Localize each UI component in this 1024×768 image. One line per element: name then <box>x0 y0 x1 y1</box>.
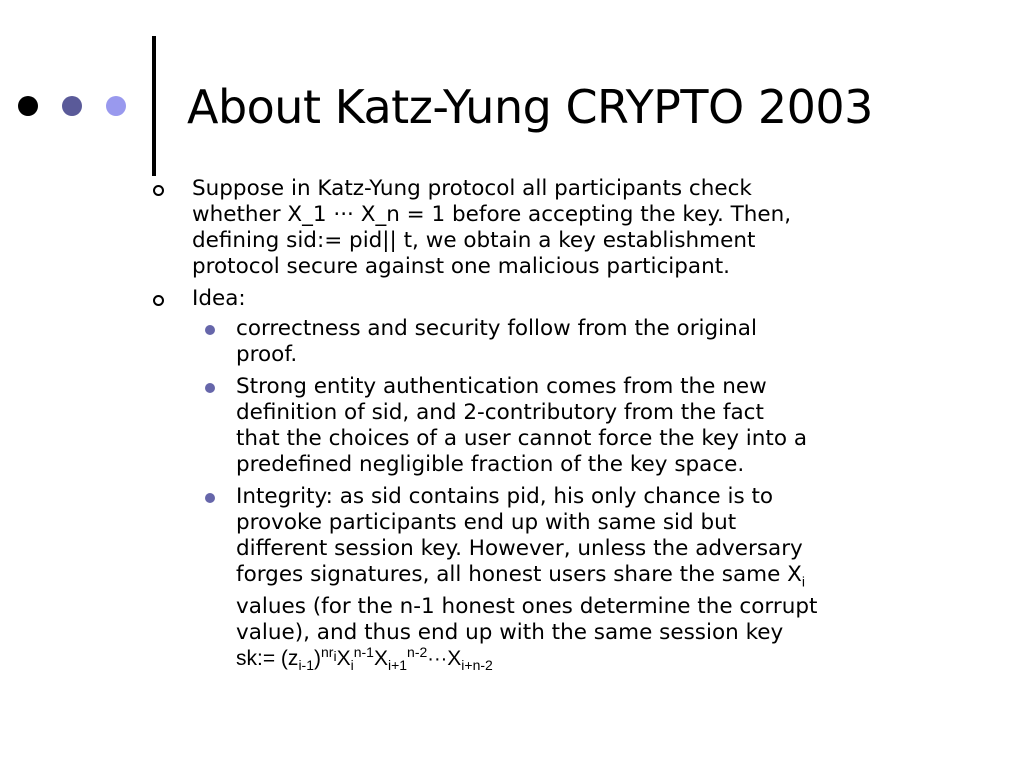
sub-bullet-correctness <box>192 316 940 368</box>
formula-sup-text: nr <box>321 644 334 661</box>
slide-body <box>150 176 940 678</box>
filled-circle-bullet-icon <box>205 493 215 503</box>
idea-sub-list <box>192 316 940 672</box>
sub-bullet-integrity <box>192 484 940 672</box>
bullet-idea <box>150 286 940 672</box>
session-key-formula <box>236 646 940 672</box>
text-line: predefined negligible fraction of the key space. <box>236 452 745 477</box>
formula-ellipsis: ··· <box>427 648 448 671</box>
formula-sup-subscript: i <box>333 648 337 665</box>
bullet-katz-yung-claim <box>150 176 940 280</box>
filled-circle-bullet-icon <box>205 325 215 335</box>
formula-subscript: i <box>350 657 354 674</box>
formula-variable: X <box>373 647 388 671</box>
text-line <box>236 562 940 594</box>
formula-superscript: n-1 <box>353 644 374 661</box>
text-line: definition of sid, and 2-contributory from the fact <box>236 400 764 425</box>
title-divider <box>152 36 156 176</box>
formula-subscript: i+1 <box>387 657 408 674</box>
formula-prefix: sk:= (z <box>236 647 299 671</box>
text-line: different session key. However, unless the adversary <box>236 536 803 561</box>
text-line: whether X_1 ··· X_n = 1 before accepting the key. Then, <box>192 202 792 227</box>
text-line: values (for the n-1 honest ones determine the corrupt <box>236 594 818 620</box>
text-line: correctness and security follow from the original <box>236 316 757 341</box>
subscript: i <box>801 573 806 590</box>
hollow-circle-bullet-icon <box>153 295 164 306</box>
text-line: Idea: <box>192 286 246 311</box>
text-line: Integrity: as sid contains pid, his only chance is to <box>236 484 774 509</box>
text-line: value), and thus end up with the same session key <box>236 620 784 646</box>
formula-superscript: n-2 <box>407 644 428 661</box>
text-line: Strong entity authentication comes from the new <box>236 374 767 399</box>
decor-dot-black <box>18 96 38 116</box>
text-line: protocol secure against one malicious participant. <box>192 254 730 279</box>
decor-dot-lavender <box>106 96 126 116</box>
formula-superscript <box>321 644 337 665</box>
formula-paren: ) <box>314 647 321 671</box>
decor-dot-purple <box>62 96 82 116</box>
text-line: defining sid:= pid|| t, we obtain a key establishment <box>192 228 756 253</box>
formula-variable: X <box>447 647 462 671</box>
formula-subscript: i-1 <box>298 657 314 674</box>
filled-circle-bullet-icon <box>205 383 215 393</box>
hollow-circle-bullet-icon <box>153 185 164 196</box>
text-line: proof. <box>236 342 298 367</box>
text-line: Suppose in Katz-Yung protocol all participants check <box>192 176 752 201</box>
sub-bullet-authentication <box>192 374 940 478</box>
slide-title: About Katz-Yung CRYPTO 2003 <box>187 80 873 134</box>
text-line: provoke participants end up with same sid but <box>236 510 737 535</box>
formula-variable: X <box>336 647 351 671</box>
formula-subscript: i+n-2 <box>461 657 493 674</box>
text-line: that the choices of a user cannot force the key into a <box>236 426 807 451</box>
text-fragment: forges signatures, all honest users share the same X <box>236 562 802 587</box>
